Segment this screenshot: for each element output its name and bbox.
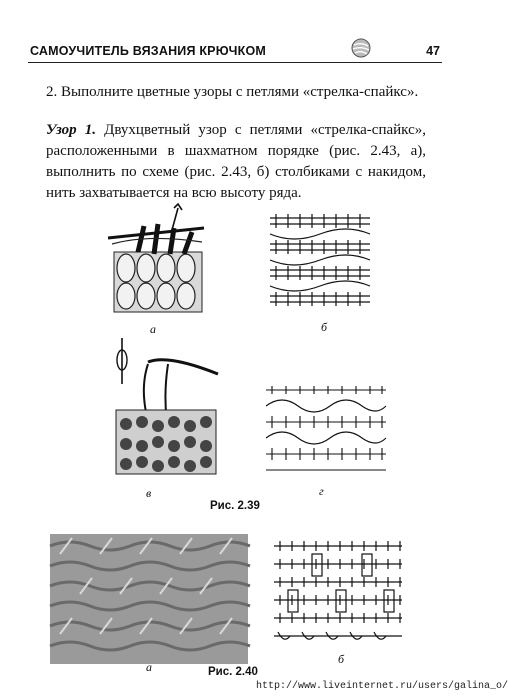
running-header: [28, 30, 442, 63]
fig-240a-photo: [50, 534, 248, 664]
fig-240a-label: а: [146, 660, 152, 674]
fig-239c-label: в: [146, 486, 152, 500]
fig-239b-schematic: [266, 210, 374, 310]
pattern-label: Узор 1.: [46, 122, 96, 138]
page-number: 47: [426, 44, 440, 58]
yarn-ball-icon: [351, 38, 371, 58]
fig-240-caption: Рис. 2.40: [208, 666, 258, 678]
fig-239a-label: а: [150, 322, 156, 336]
fig-240b-schematic: [270, 540, 406, 648]
book-title: САМОУЧИТЕЛЬ ВЯЗАНИЯ КРЮЧКОМ: [30, 44, 266, 58]
instruction-item-2: 2. Выполните цветные узоры с петлями «стрелка-спайкс».: [46, 84, 419, 100]
fig-239-caption: Рис. 2.39: [210, 500, 260, 512]
source-url: http://www.liveinternet.ru/users/galina_o/: [256, 681, 508, 692]
fig-239d-label: г: [319, 484, 324, 498]
fig-239c-illustration: [108, 334, 220, 478]
fig-239b-label: б: [321, 320, 328, 334]
fig-239d-schematic: [262, 384, 390, 476]
fig-240b-label: б: [338, 652, 345, 666]
pattern-text: Двухцветный узор с петлями «стрелка-спайкс», расположенными в шахматном порядке (рис. 2.43, а), выполнить по схеме (рис. 2.43, б) столбиками с накидом, нить захватывается на всю высоту ряда.: [46, 122, 426, 201]
fig-239a-illustration: [108, 204, 208, 316]
pattern-paragraph: [46, 120, 426, 204]
